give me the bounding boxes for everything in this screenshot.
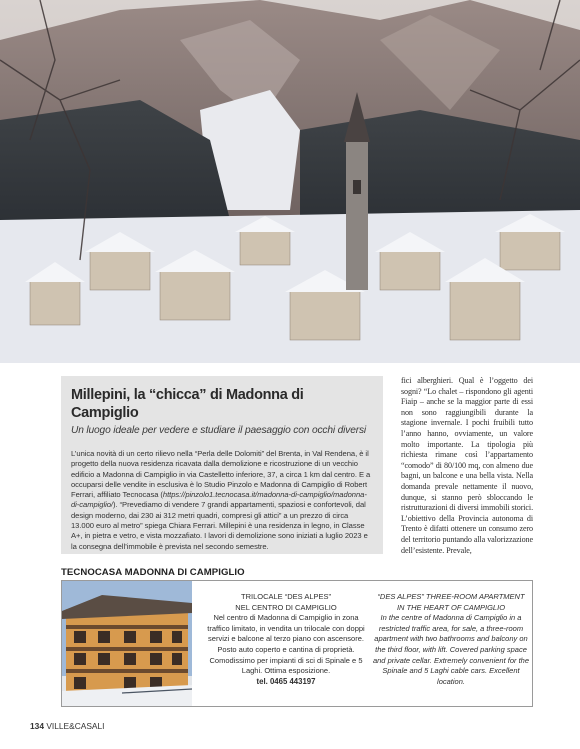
article-title: Millepini, la “chicca” di Madonna di Campiglio: [71, 387, 304, 421]
listing-it-title-1: TRILOCALE “DES ALPES”: [240, 592, 332, 601]
article-box: [61, 376, 383, 554]
page-footer: [30, 721, 105, 731]
page-number: 134: [30, 721, 44, 731]
article-body: [71, 449, 373, 552]
listing-en-title-1: “DES ALPES” THREE-ROOM APARTMENT: [377, 592, 525, 601]
hero-photo: [0, 0, 580, 363]
listing-en-text: In the centre of Madonna di Campiglio in a restricted traffic area, for sale, a three-room apartment with two bathrooms and balcony on the third floor, with lift. Covered parking space and private cellar. Extremely convenient for the Spinale and 5 Laghi cable cars. Excellent location.: [372, 613, 530, 686]
listing-english: [370, 592, 532, 687]
magazine-name: VILLE&CASALI: [46, 721, 105, 731]
apartment-building-photo-icon: [62, 581, 192, 706]
listing-en-title-2: IN THE HEART OF CAMPIGLIO: [396, 602, 506, 612]
listing-it-text: Nel centro di Madonna di Campiglio in zona traffico limitato, in vendita un trilocale con doppi servizi e balcone al terzo piano con ascensore. Posto auto coperto e cantina di proprietà. Comodissimo per impianti di sci di Spinale e 5 Laghi. Ottima esposizione.: [207, 613, 365, 676]
article-continuation-column: fici alberghieri. Qual è l’oggetto dei sogni? “Lo chalet – rispondono gli agenti Fiaip – anche se la maggior parte di essi non sono raggiungibili durante la stagione invernale. I pochi fruibili tutto l’anno hanno, ovviamente, un valore molto importante. La tipologia più richiesta rimane così l’appartamento “comodo” di 80/100 mq, con almeno due bagni, un balcone e una bella vista. Nella domanda prevale nettamente il nuovo, dunque, si stanno però sbloccando le ristrutturazioni di diversi immobili storici. L’obiettivo della Provincia autonoma di Trento è difatti ottenere un consumo zero del territorio puntando alla valorizzazione dell’esistente. Prevale,: [401, 376, 533, 555]
agency-heading: TECNOCASA MADONNA DI CAMPIGLIO: [61, 567, 245, 578]
listing-photo: [62, 581, 192, 706]
article-subtitle: Un luogo ideale per vedere e studiare il paesaggio con occhi diversi: [71, 425, 367, 436]
article-body-part-1: L’unica novità di un certo rilievo nella “Perla delle Dolomiti” del Brenta, in Val Rendena, è il progetto della nuova residenza ricavata dalla demolizione e ricostruzione di un vecchio edificio a Madonna di Campiglio in via Castelletto inferiore, 37, a circa 1 km dal centro. E a occuparsi delle vendite in esclusiva è lo Studio Pinzolo e Madonna di Campiglio di Robert Ferrari, affiliato Tecnocasa (: [71, 449, 371, 500]
listing-italian: [202, 592, 370, 687]
studio-link[interactable]: https://pinzolo1.tecnocasa.it/madonna-di-campiglio/madonna-di-campiglio/: [71, 490, 367, 510]
listing-phone[interactable]: tel. 0465 443197: [256, 676, 316, 686]
article-body-part-2: ). “Prevediamo di vendere 7 grandi appartamenti, spaziosi e confortevoli, dal design moderno, dai 230 ai 312 metri quadri, compresi gli attici” a un prezzo di circa 13.000 euro al metro” spiega Chiara Ferrari. Millepini è una residenza in legno, in Classe A+, in pietra e vetro, e vista mozzafiato. I lavori di demolizione sono iniziati a luglio 2023 e la consegna dell’immobile è prevista nel secondo semestre.: [71, 500, 368, 551]
snowy-village-photo-icon: [0, 0, 580, 363]
agency-listing-box: [61, 580, 533, 707]
listing-it-title-2: NEL CENTRO DI CAMPIGLIO: [235, 602, 337, 612]
